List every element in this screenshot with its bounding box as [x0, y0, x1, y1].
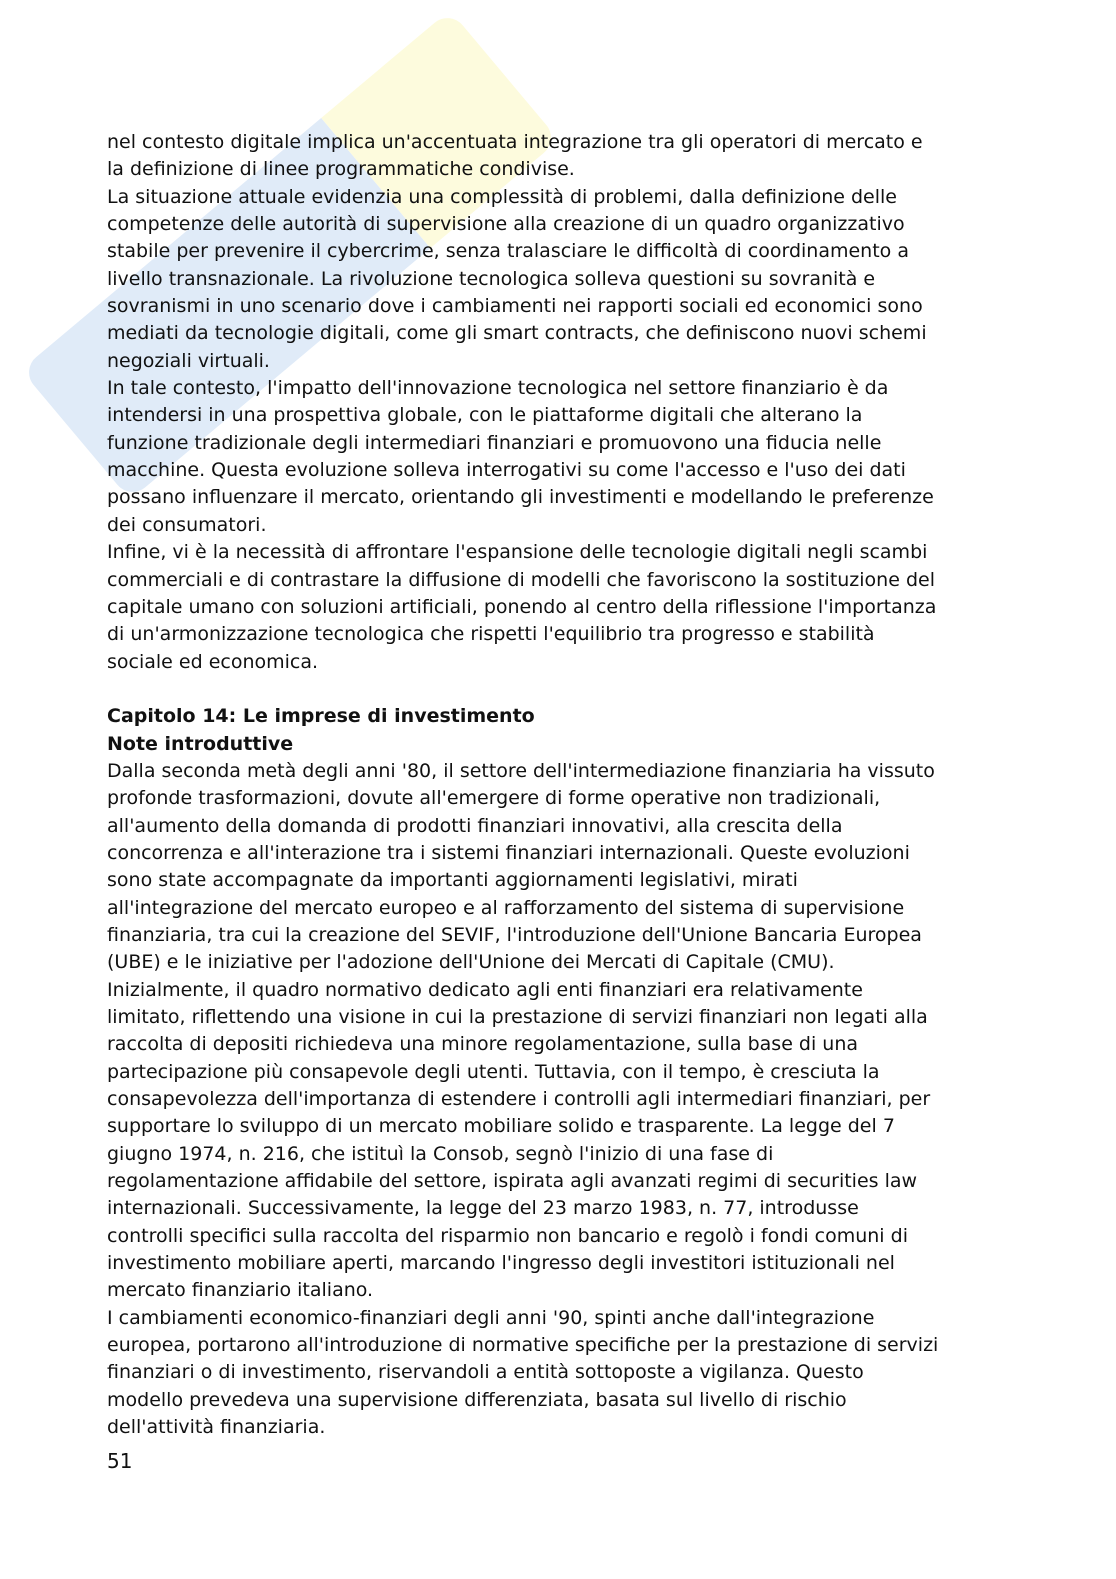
- text-line: negoziali virtuali.: [107, 349, 270, 372]
- text-line: competenze delle autorità di supervisione alla creazione di un quadro organizzativo: [107, 213, 905, 236]
- paragraph: [107, 375, 1027, 539]
- text-line: modello prevedeva una supervisione differenziata, basata sul livello di rischio: [107, 1388, 847, 1411]
- text-line: dei consumatori.: [107, 513, 267, 536]
- text-line: Infine, vi è la necessità di affrontare l'espansione delle tecnologie digitali negli scambi: [107, 541, 928, 564]
- text-line: nel contesto digitale implica un'accentuata integrazione tra gli operatori di mercato e: [107, 131, 923, 153]
- text-line: funzione tradizionale degli intermediari finanziari e promuovono una fiducia nelle: [107, 431, 882, 454]
- text-line: investimento mobiliare aperti, marcando l'ingresso degli investitori istituzionali nel: [107, 1252, 895, 1275]
- text-line: profonde trasformazioni, dovute all'emergere di forme operative non tradizionali,: [107, 787, 881, 810]
- text-line: internazionali. Successivamente, la legge del 23 marzo 1983, n. 77, introdusse: [107, 1197, 859, 1220]
- text-line: Note introduttive: [107, 732, 294, 755]
- text-line: raccolta di depositi richiedeva una minore regolamentazione, sulla base di una: [107, 1033, 859, 1056]
- text-line: I cambiamenti economico-finanziari degli anni '90, spinti anche dall'integrazione: [107, 1306, 875, 1329]
- paragraph: [107, 1305, 1027, 1442]
- document-body: [107, 129, 1027, 1442]
- text-line: sono state accompagnate da importanti aggiornamenti legislativi, mirati: [107, 869, 798, 892]
- page-number: 51: [107, 1449, 133, 1473]
- text-line: finanziari o di investimento, riservandoli a entità sottoposte a vigilanza. Questo: [107, 1361, 864, 1384]
- text-line: possano influenzare il mercato, orientando gli investimenti e modellando le preferenze: [107, 486, 934, 509]
- section-heading: [107, 731, 1027, 758]
- text-line: regolamentazione affidabile del settore, ispirata agli avanzati regimi di securities law: [107, 1170, 918, 1193]
- text-line: intendersi in una prospettiva globale, con le piattaforme digitali che alterano la: [107, 404, 863, 427]
- text-line: consapevolezza dell'importanza di estendere i controlli agli intermediari finanziari, per: [107, 1088, 931, 1111]
- paragraph: [107, 129, 1027, 184]
- text-line: Capitolo 14: Le imprese di investimento: [107, 705, 535, 728]
- text-line: commerciali e di contrastare la diffusione di modelli che favoriscono la sostituzione del: [107, 568, 935, 591]
- paragraph: [107, 758, 1027, 977]
- text-line: europea, portarono all'introduzione di normative specifiche per la prestazione di servizi: [107, 1334, 939, 1357]
- text-line: sovranismi in uno scenario dove i cambiamenti nei rapporti sociali ed economici sono: [107, 295, 923, 318]
- paragraph: [107, 539, 1027, 676]
- text-line: sociale ed economica.: [107, 650, 319, 673]
- text-line: (UBE) e le iniziative per l'adozione dell'Unione dei Mercati di Capitale (CMU).: [107, 951, 835, 974]
- text-line: capitale umano con soluzioni artificiali, ponendo al centro della riflessione l'importanza: [107, 595, 937, 618]
- paragraph: [107, 977, 1027, 1305]
- text-line: finanziaria, tra cui la creazione del SEVIF, l'introduzione dell'Unione Bancaria Europea: [107, 923, 922, 946]
- text-line: all'integrazione del mercato europeo e al rafforzamento del sistema di supervisione: [107, 896, 905, 919]
- text-line: Inizialmente, il quadro normativo dedicato agli enti finanziari era relativamente: [107, 978, 863, 1001]
- text-line: mediati da tecnologie digitali, come gli smart contracts, che definiscono nuovi schemi: [107, 322, 927, 345]
- text-line: di un'armonizzazione tecnologica che rispetti l'equilibrio tra progresso e stabilità: [107, 623, 875, 646]
- text-line: La situazione attuale evidenzia una complessità di problemi, dalla definizione delle: [107, 185, 897, 208]
- text-line: supportare lo sviluppo di un mercato mobiliare solido e trasparente. La legge del 7: [107, 1115, 895, 1138]
- text-line: giugno 1974, n. 216, che istituì la Consob, segnò l'inizio di una fase di: [107, 1142, 774, 1165]
- text-line: partecipazione più consapevole degli utenti. Tuttavia, con il tempo, è cresciuta la: [107, 1060, 880, 1083]
- paragraph: [107, 184, 1027, 375]
- text-line: all'aumento della domanda di prodotti finanziari innovativi, alla crescita della: [107, 814, 843, 837]
- spacer: [107, 676, 1027, 703]
- text-line: limitato, riflettendo una visione in cui la prestazione di servizi finanziari non legati alla: [107, 1006, 928, 1028]
- text-line: dell'attività finanziaria.: [107, 1416, 326, 1439]
- text-line: macchine. Questa evoluzione solleva interrogativi su come l'accesso e l'uso dei dati: [107, 459, 906, 482]
- text-line: concorrenza e all'interazione tra i sistemi finanziari internazionali. Queste evoluzioni: [107, 841, 910, 864]
- text-line: In tale contesto, l'impatto dell'innovazione tecnologica nel settore finanziario è da: [107, 377, 889, 400]
- text-line: Dalla seconda metà degli anni '80, il settore dell'intermediazione finanziaria ha vissuto: [107, 759, 935, 782]
- text-line: stabile per prevenire il cybercrime, senza tralasciare le difficoltà di coordinamento a: [107, 240, 909, 263]
- section-heading: [107, 703, 1027, 730]
- text-line: la definizione di linee programmatiche condivise.: [107, 158, 575, 181]
- text-line: livello transnazionale. La rivoluzione tecnologica solleva questioni su sovranità e: [107, 267, 876, 290]
- text-line: controlli specifici sulla raccolta del risparmio non bancario e regolò i fondi comuni di: [107, 1224, 908, 1247]
- text-line: mercato finanziario italiano.: [107, 1279, 374, 1302]
